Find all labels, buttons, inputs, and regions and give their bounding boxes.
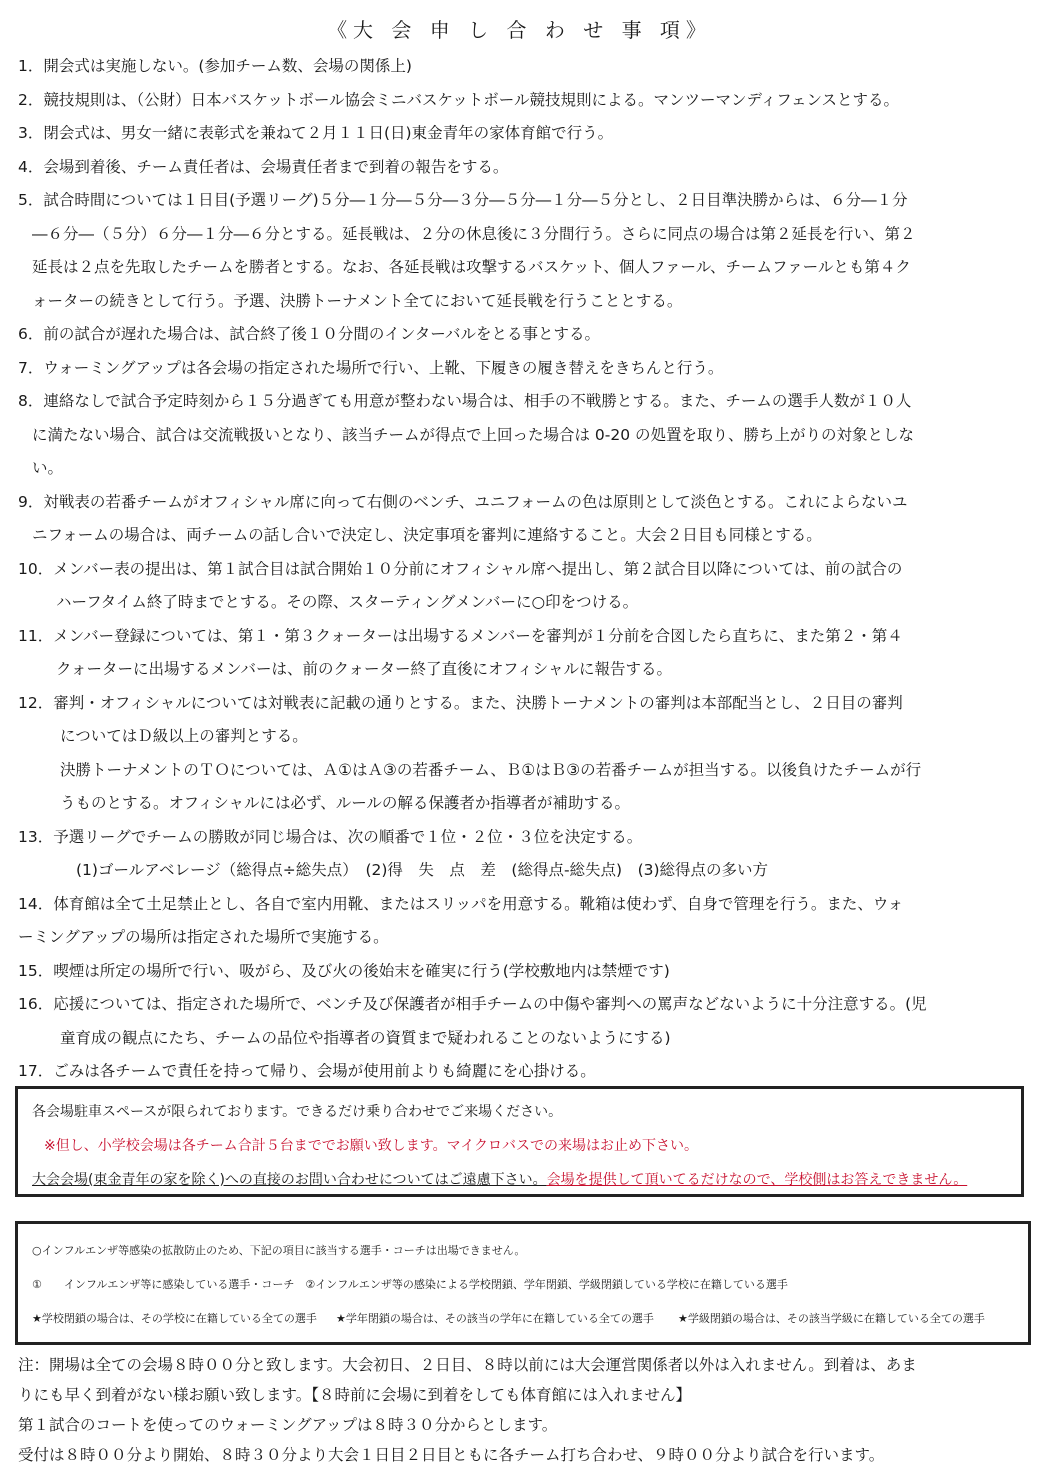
parking-notice-box: [15, 1086, 1024, 1197]
rule-item: [18, 385, 1018, 419]
rule-number: 5．: [18, 191, 44, 209]
parking-notice-text: 各会場駐車スペースが限られております。できるだけ乗り合わせでご来場ください。: [32, 1104, 563, 1120]
rule-number: 12．: [18, 693, 54, 712]
class-closure-text: ★学級閉鎖の場合は、その該当学級に在籍している全ての選手: [678, 1312, 985, 1325]
rule-number: 6．: [18, 325, 44, 343]
rule-continuation: [18, 1022, 1018, 1056]
rule-number: 1．: [18, 57, 44, 75]
parking-limit-warning: ※但し、小学校会場は各チーム合計５台まででお願い致します。マイクロバスでの来場はお止め下さい。: [44, 1138, 699, 1154]
rule-text: 連絡なしで試合予定時刻から１５分過ぎても用意が整わない場合は、相手の不戦勝とする。また、チームの選手人数が１０人: [43, 392, 912, 410]
rule-number: 8．: [18, 392, 44, 410]
rule-number: 4．: [18, 157, 44, 176]
rule-text: クォーターに出場するメンバーは、前のクォーター終了直後にオフィシャルに報告する。: [56, 660, 672, 678]
influenza-condition-text: ① インフルエンザ等に感染している選手・コーチ ②インフルエンザ等の感染による学校閉鎖、学年閉鎖、学級閉鎖している学校に在籍している選手: [32, 1278, 788, 1291]
rule-text: ―６分―（５分）６分―１分―６分とする。延長戦は、２分の休息後に３分間行う。さらに同点の場合は第２延長を行い、第２: [32, 224, 916, 243]
rule-text: ごみは各チームで責任を持って帰り、会場が使用前よりも綺麗にを心掛ける。: [53, 1062, 596, 1080]
rule-item: [18, 84, 1018, 118]
rule-item: [18, 184, 1018, 218]
rule-text: 開会式は実施しない。(参加チーム数、会場の関係上): [43, 57, 412, 75]
note-text: 第１試合のコートを使ってのウォーミングアップは８時３０分からとします。: [18, 1416, 558, 1434]
rule-text: 閉会式は、男女一緒に表彰式を兼ねて２月１１日(日)東金青年の家体育館で行う。: [43, 124, 614, 142]
rule-text: 応援については、指定された場所で、ベンチ及び保護者が相手チームの中傷や審判への罵声などないように十分注意する。(児: [53, 995, 927, 1013]
rule-number: 10．: [18, 559, 54, 578]
rule-text: 童育成の観点にたち、チームの品位や指導者の資質まで疑われることのないようにする): [60, 1028, 671, 1047]
rule-text: ーミングアップの場所は指定された場所で実施する。: [18, 928, 389, 946]
rule-number: 7．: [18, 358, 44, 377]
rule-text: 競技規則は、（公財）日本バスケットボール協会ミニバスケットボール競技規則による。マンツーマンディフェンスとする。: [43, 90, 899, 109]
school-closure-text: ★学校閉鎖の場合は、その学校に在籍している全ての選手: [32, 1312, 317, 1325]
rule-number: 11．: [18, 626, 54, 645]
rule-text: ハーフタイム終了時までとする。その際、スターティングメンバーに○印をつける。: [56, 593, 639, 611]
rule-item: [18, 553, 1018, 587]
rule-text: 喫煙は所定の場所で行い、吸がら、及び火の後始末を確実に行う(学校敷地内は禁煙です): [53, 961, 670, 980]
rule-item: [18, 50, 1018, 84]
rule-continuation: [18, 921, 1018, 955]
rule-text: い。: [32, 459, 64, 477]
rule-continuation: [18, 218, 1018, 319]
rule-number: 16．: [18, 995, 54, 1013]
rule-text: メンバー表の提出は、第１試合目は試合開始１０分前にオフィシャル席へ提出し、第２試合目以降については、前の試合の: [53, 559, 903, 578]
rule-text: ウォーミングアップは各会場の指定された場所で行い、上靴、下履きの履き替えをきちんと行う。: [43, 358, 724, 377]
rule-text: 延長は２点を先取したチームを勝者とする。なお、各延長戦は攻撃するバスケット、個人ファール、チームファールとも第４ク: [32, 258, 911, 276]
rule-continuation: [18, 653, 1018, 687]
rule-text: 前の試合が遅れた場合は、試合終了後１０分間のインターバルをとる事とする。: [43, 325, 600, 343]
rule-text: 会場到着後、チーム責任者は、会場責任者まで到着の報告をする。: [43, 157, 509, 176]
document-title: 《大 会 申 し 合 わ せ 事 項》: [327, 18, 712, 42]
rule-text: 対戦表の若番チームがオフィシャル席に向って右側のベンチ、ユニフォームの色は原則として淡色とする。これによらないユ: [43, 492, 908, 511]
rule-continuation: [18, 854, 1018, 888]
rule-text: 試合時間については１日目(予選リーグ)５分―１分―５分―３分―５分―１分―５分とし、２日目準決勝からは、６分―１分: [43, 191, 908, 209]
grade-closure-text: ★学年閉鎖の場合は、その該当の学年に在籍している全ての選手: [336, 1312, 654, 1325]
rules-list: [18, 50, 1018, 1089]
rule-item: [18, 1055, 1018, 1089]
rule-item: [18, 888, 1018, 922]
rule-text: ニフォームの場合は、両チームの話し合いで決定し、決定事項を審判に連絡すること。大会２日目も同様とする。: [32, 526, 822, 544]
influenza-notice-text: ○インフルエンザ等感染の拡散防止のため、下記の項目に該当する選手・コーチは出場できません。: [32, 1244, 526, 1257]
inquiry-warning-text: 会場を提供して頂いてるだけなので、学校側はお答えできません。: [546, 1172, 968, 1188]
rule-text: うものとする。オフィシャルには必ず、ルールの解る保護者か指導者が補助する。: [60, 794, 630, 812]
rule-continuation: [18, 720, 1018, 821]
rule-continuation: [18, 419, 1018, 486]
rule-item: [18, 151, 1018, 185]
opening-notes: [18, 1350, 1028, 1470]
rule-text: についてはＤ級以上の審判とする。: [60, 727, 308, 745]
rule-number: 9．: [18, 492, 44, 511]
rule-number: 2．: [18, 90, 44, 109]
rule-item: [18, 620, 1018, 654]
rule-item: [18, 955, 1018, 989]
rule-text: に満たない場合、試合は交流戦扱いとなり、該当チームが得点で上回った場合は 0-20 の処置を取り、勝ち上がりの対象としな: [32, 425, 915, 444]
rule-number: 14．: [18, 894, 54, 913]
rule-text: 審判・オフィシャルについては対戦表に記載の通りとする。また、決勝トーナメントの審判は本部配当とし、２日目の審判: [53, 693, 903, 712]
rule-number: 3．: [18, 124, 44, 142]
rule-text: 体育館は全て土足禁止とし、各自で室内用靴、またはスリッパを用意する。靴箱は使わず、自身で管理を行う。また、ウォ: [53, 894, 904, 913]
rule-continuation: [18, 586, 1018, 620]
rule-item: [18, 988, 1018, 1022]
rule-number: 17．: [18, 1062, 54, 1080]
rule-item: [18, 821, 1018, 855]
influenza-notice-box: [15, 1221, 1031, 1345]
rule-number: 13．: [18, 827, 54, 846]
note-text: 受付は８時００分より開始、８時３０分より大会１日目２日目ともに各チーム打ち合わせ、９時００分より試合を行います。: [18, 1446, 885, 1464]
rule-item: [18, 117, 1018, 151]
rule-continuation: [18, 519, 1018, 553]
rule-text: ォーターの続きとして行う。予選、決勝トーナメント全てにおいて延長戦を行うこととする。: [32, 291, 683, 310]
rule-item: [18, 352, 1018, 386]
rule-text: メンバー登録については、第１・第３クォーターは出場するメンバーを審判が１分前を合図したら直ちに、また第２・第４: [53, 626, 903, 645]
note-text: 注：開場は全ての会場８時００分と致します。大会初日、２日目、８時以前には大会運営関係者以外は入れません。到着は、あま: [18, 1356, 917, 1374]
inquiry-notice-text: 大会会場(東金青年の家を除く)への直接のお問い合わせについてはご遠慮下さい。: [32, 1172, 547, 1188]
rule-number: 15．: [18, 961, 54, 980]
rule-text: 予選リーグでチームの勝敗が同じ場合は、次の順番で１位・２位・３位を決定する。: [53, 827, 643, 846]
rule-item: [18, 687, 1018, 721]
rule-text: (1)ゴールアベレージ（総得点÷総失点） (2)得 失 点 差 (総得点-総失点) (3)総得点の多い方: [76, 861, 769, 879]
rule-item: [18, 486, 1018, 520]
rule-item: [18, 318, 1018, 352]
rule-text: 決勝トーナメントのＴＯについては、Ａ①はＡ③の若番チーム、Ｂ①はＢ③の若番チームが担当する。以後負けたチームが行: [60, 760, 922, 779]
note-text: りにも早く到着がない様お願い致します。【８時前に会場に到着をしても体育館には入れません】: [18, 1386, 692, 1404]
